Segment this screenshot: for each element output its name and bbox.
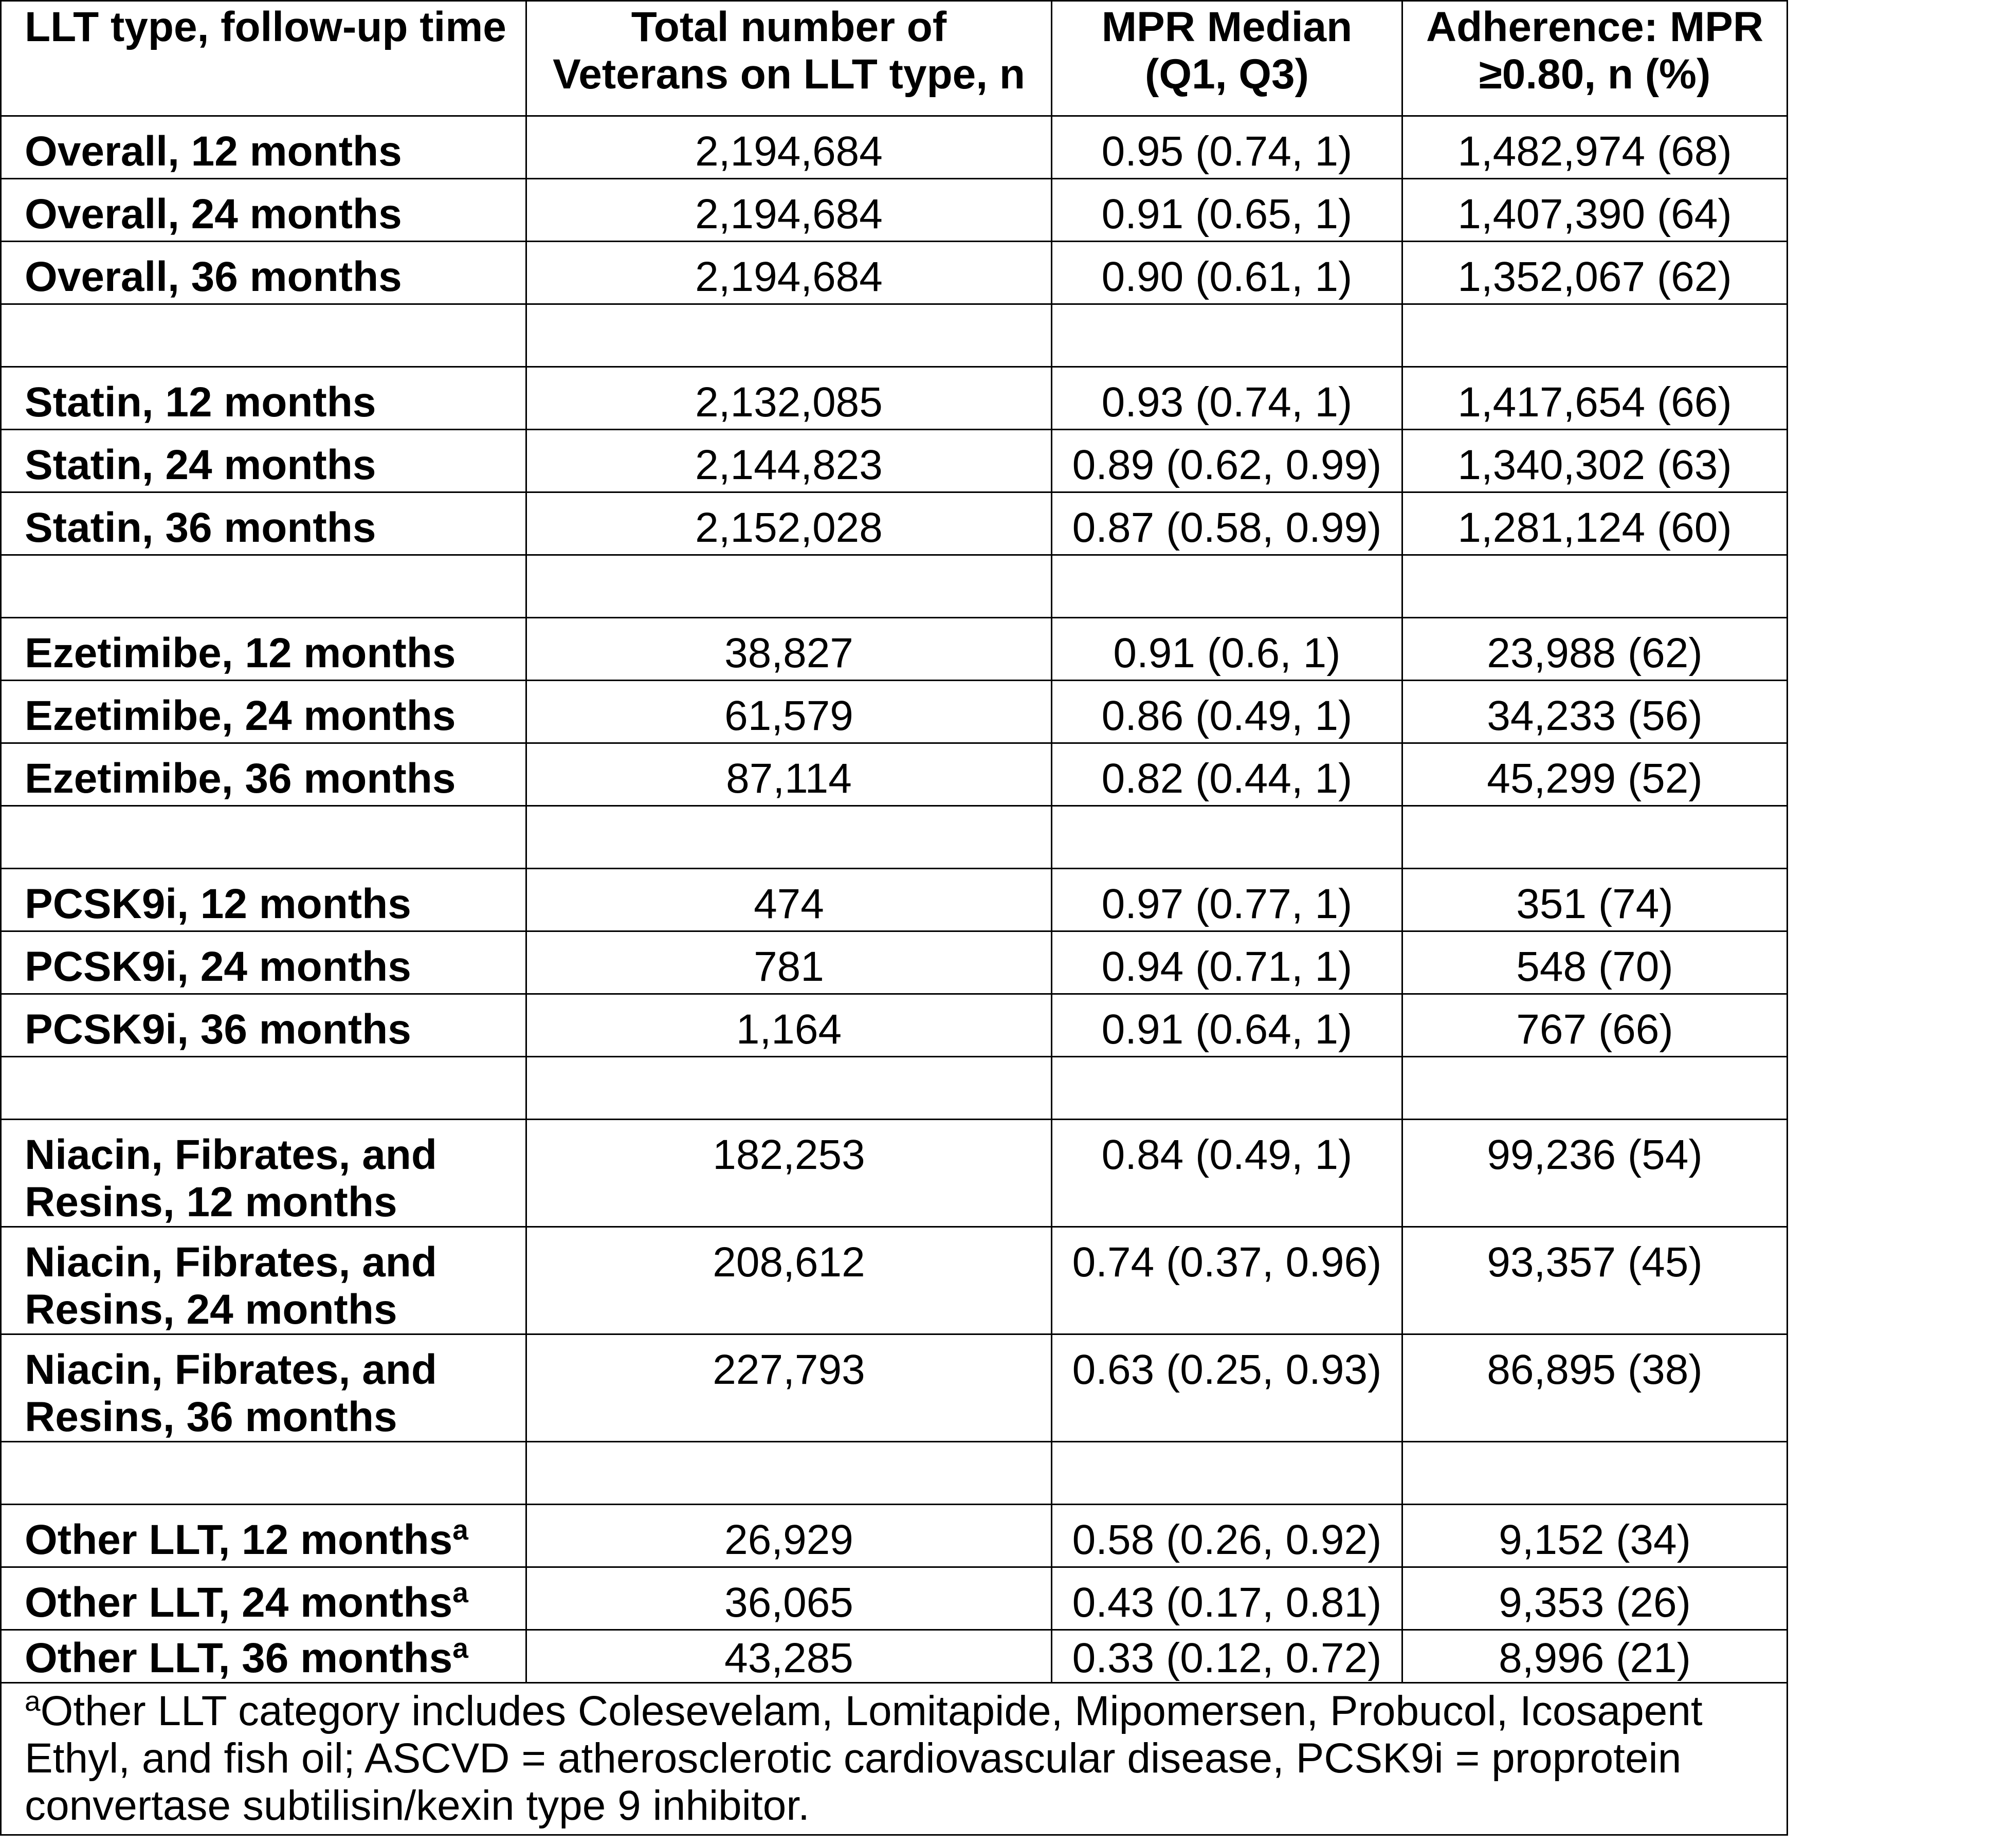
adherence-cell: 1,281,124 (60) <box>1402 492 1788 555</box>
table-row <box>1 743 1788 806</box>
total-veterans-cell: 2,194,684 <box>526 116 1052 179</box>
total-veterans-cell: 26,929 <box>526 1505 1052 1567</box>
adherence-cell: 548 (70) <box>1402 931 1788 994</box>
table-row <box>1 242 1788 304</box>
table-row <box>1 931 1788 994</box>
total-veterans-cell: 227,793 <box>526 1334 1052 1442</box>
table-row <box>1 1567 1788 1630</box>
mpr-median-cell: 0.86 (0.49, 1) <box>1052 681 1402 743</box>
table-row <box>1 994 1788 1057</box>
row-label: Overall, 12 months <box>1 116 526 179</box>
mpr-median-cell: 0.95 (0.74, 1) <box>1052 116 1402 179</box>
row-label: Other LLT, 12 months$^a$ <box>1 1505 526 1567</box>
mpr-median-cell: 0.33 (0.12, 0.72) <box>1052 1630 1402 1683</box>
mpr-median-cell: 0.91 (0.6, 1) <box>1052 618 1402 681</box>
mpr-median-cell: 0.89 (0.62, 0.99) <box>1052 430 1402 492</box>
table-row <box>1 618 1788 681</box>
adherence-cell: 767 (66) <box>1402 994 1788 1057</box>
row-label: Overall, 36 months <box>1 242 526 304</box>
spacer-row <box>1 555 1788 618</box>
row-label: PCSK9i, 24 months <box>1 931 526 994</box>
total-veterans-cell: 2,152,028 <box>526 492 1052 555</box>
adherence-cell: 9,353 (26) <box>1402 1567 1788 1630</box>
row-label: Ezetimibe, 24 months <box>1 681 526 743</box>
mpr-median-cell: 0.93 (0.74, 1) <box>1052 367 1402 430</box>
table-row <box>1 1227 1788 1334</box>
table-row <box>1 1505 1788 1567</box>
total-veterans-cell: 2,194,684 <box>526 179 1052 242</box>
row-label: Ezetimibe, 12 months <box>1 618 526 681</box>
mpr-median-cell: 0.87 (0.58, 0.99) <box>1052 492 1402 555</box>
row-label: Statin, 24 months <box>1 430 526 492</box>
table-row <box>1 367 1788 430</box>
table-row <box>1 1120 1788 1227</box>
total-veterans-cell: 781 <box>526 931 1052 994</box>
table-header-row <box>1 1 1788 116</box>
footnote-marker: a <box>452 1632 468 1664</box>
total-veterans-cell: 36,065 <box>526 1567 1052 1630</box>
header-llt-type: LLT type, follow-up time <box>1 1 526 116</box>
adherence-cell: 99,236 (54) <box>1402 1120 1788 1227</box>
adherence-cell: 9,152 (34) <box>1402 1505 1788 1567</box>
total-veterans-cell: 61,579 <box>526 681 1052 743</box>
table-row <box>1 492 1788 555</box>
row-label: Niacin, Fibrates, and Resins, 12 months <box>1 1120 526 1227</box>
mpr-median-cell: 0.74 (0.37, 0.96) <box>1052 1227 1402 1334</box>
total-veterans-cell: 208,612 <box>526 1227 1052 1334</box>
spacer-row <box>1 304 1788 367</box>
row-label: PCSK9i, 12 months <box>1 869 526 931</box>
spacer-row <box>1 1442 1788 1505</box>
adherence-cell: 1,340,302 (63) <box>1402 430 1788 492</box>
mpr-median-cell: 0.58 (0.26, 0.92) <box>1052 1505 1402 1567</box>
mpr-median-cell: 0.63 (0.25, 0.93) <box>1052 1334 1402 1442</box>
spacer-row <box>1 806 1788 869</box>
adherence-cell: 93,357 (45) <box>1402 1227 1788 1334</box>
mpr-median-cell: 0.82 (0.44, 1) <box>1052 743 1402 806</box>
total-veterans-cell: 2,194,684 <box>526 242 1052 304</box>
row-label: Overall, 24 months <box>1 179 526 242</box>
table-row <box>1 179 1788 242</box>
adherence-cell: 1,407,390 (64) <box>1402 179 1788 242</box>
total-veterans-cell: 182,253 <box>526 1120 1052 1227</box>
footnote-marker: a <box>452 1577 468 1608</box>
row-label: PCSK9i, 36 months <box>1 994 526 1057</box>
footnote-marker: a <box>25 1685 41 1717</box>
mpr-median-cell: 0.43 (0.17, 0.81) <box>1052 1567 1402 1630</box>
spacer-row <box>1 1057 1788 1120</box>
adherence-cell: 1,352,067 (62) <box>1402 242 1788 304</box>
mpr-median-cell: 0.91 (0.65, 1) <box>1052 179 1402 242</box>
total-veterans-cell: 1,164 <box>526 994 1052 1057</box>
table-row <box>1 116 1788 179</box>
row-label: Statin, 36 months <box>1 492 526 555</box>
header-adherence: Adherence: MPR ≥0.80, n (%) <box>1402 1 1788 116</box>
table-row <box>1 1630 1788 1683</box>
total-veterans-cell: 2,132,085 <box>526 367 1052 430</box>
total-veterans-cell: 43,285 <box>526 1630 1052 1683</box>
total-veterans-cell: 87,114 <box>526 743 1052 806</box>
header-mpr-median: MPR Median (Q1, Q3) <box>1052 1 1402 116</box>
mpr-median-cell: 0.97 (0.77, 1) <box>1052 869 1402 931</box>
mpr-median-cell: 0.84 (0.49, 1) <box>1052 1120 1402 1227</box>
header-total-veterans: Total number of Veterans on LLT type, n <box>526 1 1052 116</box>
table-footnote: $^a$Other LLT category includes Colesevelam, Lomitapide, Mipomersen, Probucol, Icosapent Ethyl, and fish oil; ASCVD = atherosclerotic cardiovascular disease, PCSK9i = proprotein convertase subtilisin/kexin type 9 inhibitor. <box>1 1683 1788 1835</box>
row-label: Other LLT, 36 months$^a$ <box>1 1630 526 1683</box>
mpr-median-cell: 0.91 (0.64, 1) <box>1052 994 1402 1057</box>
footnote-row <box>1 1683 1788 1835</box>
table-row <box>1 681 1788 743</box>
total-veterans-cell: 2,144,823 <box>526 430 1052 492</box>
adherence-cell: 1,482,974 (68) <box>1402 116 1788 179</box>
adherence-cell: 45,299 (52) <box>1402 743 1788 806</box>
total-veterans-cell: 38,827 <box>526 618 1052 681</box>
adherence-cell: 1,417,654 (66) <box>1402 367 1788 430</box>
table-row <box>1 1334 1788 1442</box>
adherence-cell: 351 (74) <box>1402 869 1788 931</box>
row-label: Ezetimibe, 36 months <box>1 743 526 806</box>
row-label: Niacin, Fibrates, and Resins, 24 months <box>1 1227 526 1334</box>
total-veterans-cell: 474 <box>526 869 1052 931</box>
mpr-median-cell: 0.90 (0.61, 1) <box>1052 242 1402 304</box>
mpr-median-cell: 0.94 (0.71, 1) <box>1052 931 1402 994</box>
row-label: Other LLT, 24 months$^a$ <box>1 1567 526 1630</box>
footnote-marker: a <box>452 1514 468 1546</box>
adherence-cell: 23,988 (62) <box>1402 618 1788 681</box>
adherence-cell: 86,895 (38) <box>1402 1334 1788 1442</box>
table-row <box>1 869 1788 931</box>
row-label: Niacin, Fibrates, and Resins, 36 months <box>1 1334 526 1442</box>
table-row <box>1 430 1788 492</box>
adherence-cell: 8,996 (21) <box>1402 1630 1788 1683</box>
row-label: Statin, 12 months <box>1 367 526 430</box>
adherence-cell: 34,233 (56) <box>1402 681 1788 743</box>
